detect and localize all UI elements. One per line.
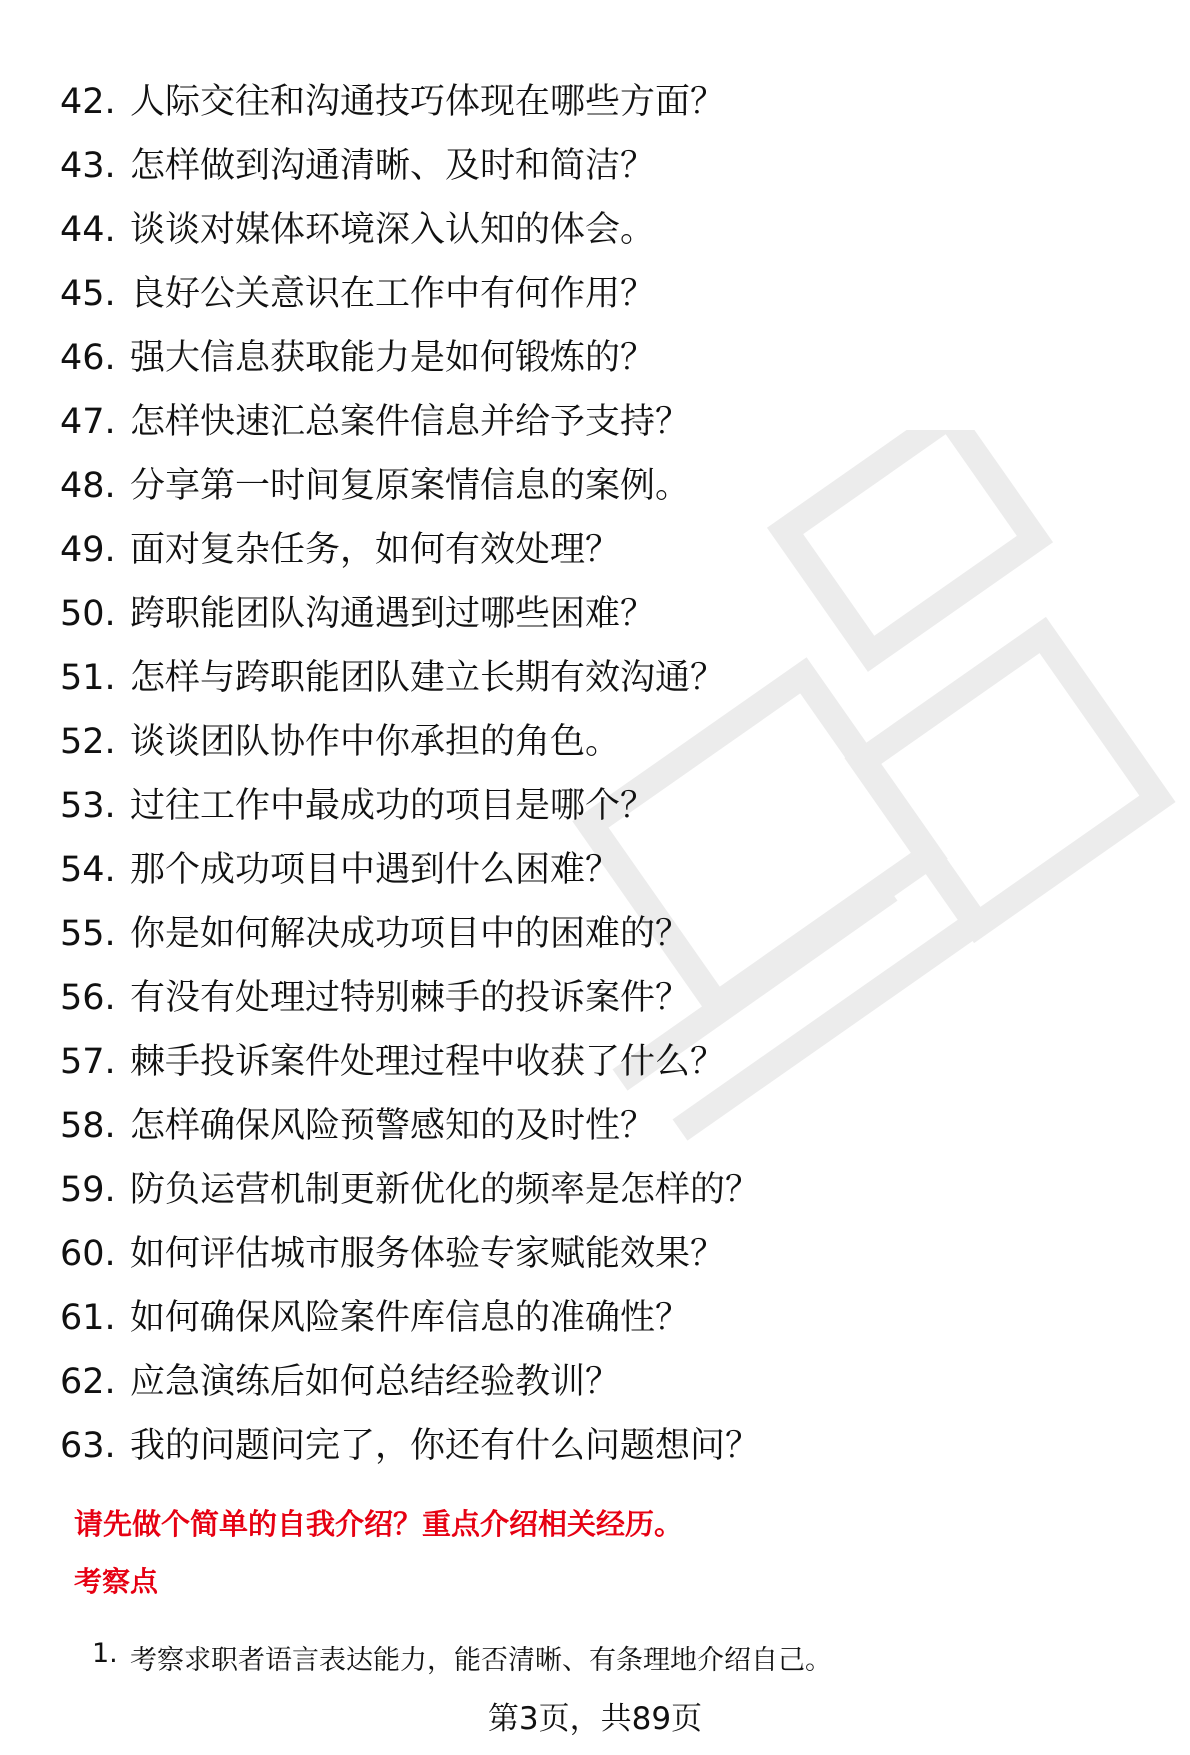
question-text: 分享第一时间复原案情信息的案例。 (130, 466, 691, 506)
question-item (60, 262, 1140, 326)
question-text: 应急演练后如何总结经验教训？ (130, 1362, 621, 1402)
question-item (60, 518, 1140, 582)
point-number: 1. (92, 1638, 118, 1669)
question-item (60, 1350, 1140, 1414)
question-item (60, 710, 1140, 774)
question-item (60, 326, 1140, 390)
question-item (60, 1158, 1140, 1222)
question-number: 44. (60, 210, 116, 250)
question-number: 43. (60, 146, 116, 186)
question-item (60, 646, 1140, 710)
question-item (60, 454, 1140, 518)
question-number: 61. (60, 1298, 116, 1338)
question-number: 55. (60, 914, 116, 954)
question-number: 50. (60, 594, 116, 634)
question-text: 有没有处理过特别棘手的投诉案件？ (130, 978, 691, 1018)
question-text: 你是如何解决成功项目中的困难的？ (130, 914, 691, 954)
question-number: 52. (60, 722, 116, 762)
question-text: 怎样确保风险预警感知的及时性？ (130, 1106, 656, 1146)
question-number: 53. (60, 786, 116, 826)
question-number: 49. (60, 530, 116, 570)
question-number: 63. (60, 1426, 116, 1466)
question-number: 59. (60, 1170, 116, 1210)
section-subtitle: 考察点 (74, 1565, 159, 1598)
question-item (60, 838, 1140, 902)
assessment-point (92, 1638, 832, 1677)
question-item (60, 1414, 1140, 1478)
question-text: 如何确保风险案件库信息的准确性？ (130, 1298, 691, 1338)
question-text: 良好公关意识在工作中有何作用？ (130, 274, 656, 314)
question-number: 51. (60, 658, 116, 698)
question-item (60, 1030, 1140, 1094)
question-item (60, 582, 1140, 646)
question-text: 谈谈对媒体环境深入认知的体会。 (130, 210, 656, 250)
question-number: 57. (60, 1042, 116, 1082)
question-text: 怎样做到沟通清晰、及时和简洁？ (130, 146, 656, 186)
question-text: 棘手投诉案件处理过程中收获了什么？ (130, 1042, 726, 1082)
question-number: 42. (60, 82, 116, 122)
section-title: 请先做个简单的自我介绍？重点介绍相关经历。 (74, 1507, 684, 1541)
question-text: 防负运营机制更新优化的频率是怎样的？ (130, 1170, 761, 1210)
question-number: 47. (60, 402, 116, 442)
question-text: 如何评估城市服务体验专家赋能效果？ (130, 1234, 726, 1274)
question-number: 60. (60, 1234, 116, 1274)
question-item (60, 902, 1140, 966)
question-number: 54. (60, 850, 116, 890)
question-number: 56. (60, 978, 116, 1018)
question-text: 面对复杂任务，如何有效处理？ (130, 530, 621, 570)
page-number: 第3页，共89页 (487, 1701, 703, 1737)
question-number: 48. (60, 466, 116, 506)
point-text: 考察求职者语言表达能力，能否清晰、有条理地介绍自己。 (130, 1645, 832, 1676)
question-item (60, 134, 1140, 198)
question-item (60, 1222, 1140, 1286)
question-item (60, 774, 1140, 838)
question-text: 过往工作中最成功的项目是哪个？ (130, 786, 656, 826)
question-item (60, 1094, 1140, 1158)
question-number: 45. (60, 274, 116, 314)
question-number: 58. (60, 1106, 116, 1146)
question-text: 怎样与跨职能团队建立长期有效沟通？ (130, 658, 726, 698)
question-text: 跨职能团队沟通遇到过哪些困难？ (130, 594, 656, 634)
question-item (60, 70, 1140, 134)
question-number: 46. (60, 338, 116, 378)
question-text: 人际交往和沟通技巧体现在哪些方面？ (130, 82, 726, 122)
question-text: 我的问题问完了，你还有什么问题想问？ (130, 1426, 761, 1466)
question-text: 怎样快速汇总案件信息并给予支持？ (130, 402, 691, 442)
question-item (60, 966, 1140, 1030)
question-text: 强大信息获取能力是如何锻炼的？ (130, 338, 656, 378)
question-number: 62. (60, 1362, 116, 1402)
question-text: 那个成功项目中遇到什么困难？ (130, 850, 621, 890)
question-text: 谈谈团队协作中你承担的角色。 (130, 722, 621, 762)
question-item (60, 1286, 1140, 1350)
question-list (60, 70, 1140, 1478)
question-item (60, 390, 1140, 454)
question-item (60, 198, 1140, 262)
